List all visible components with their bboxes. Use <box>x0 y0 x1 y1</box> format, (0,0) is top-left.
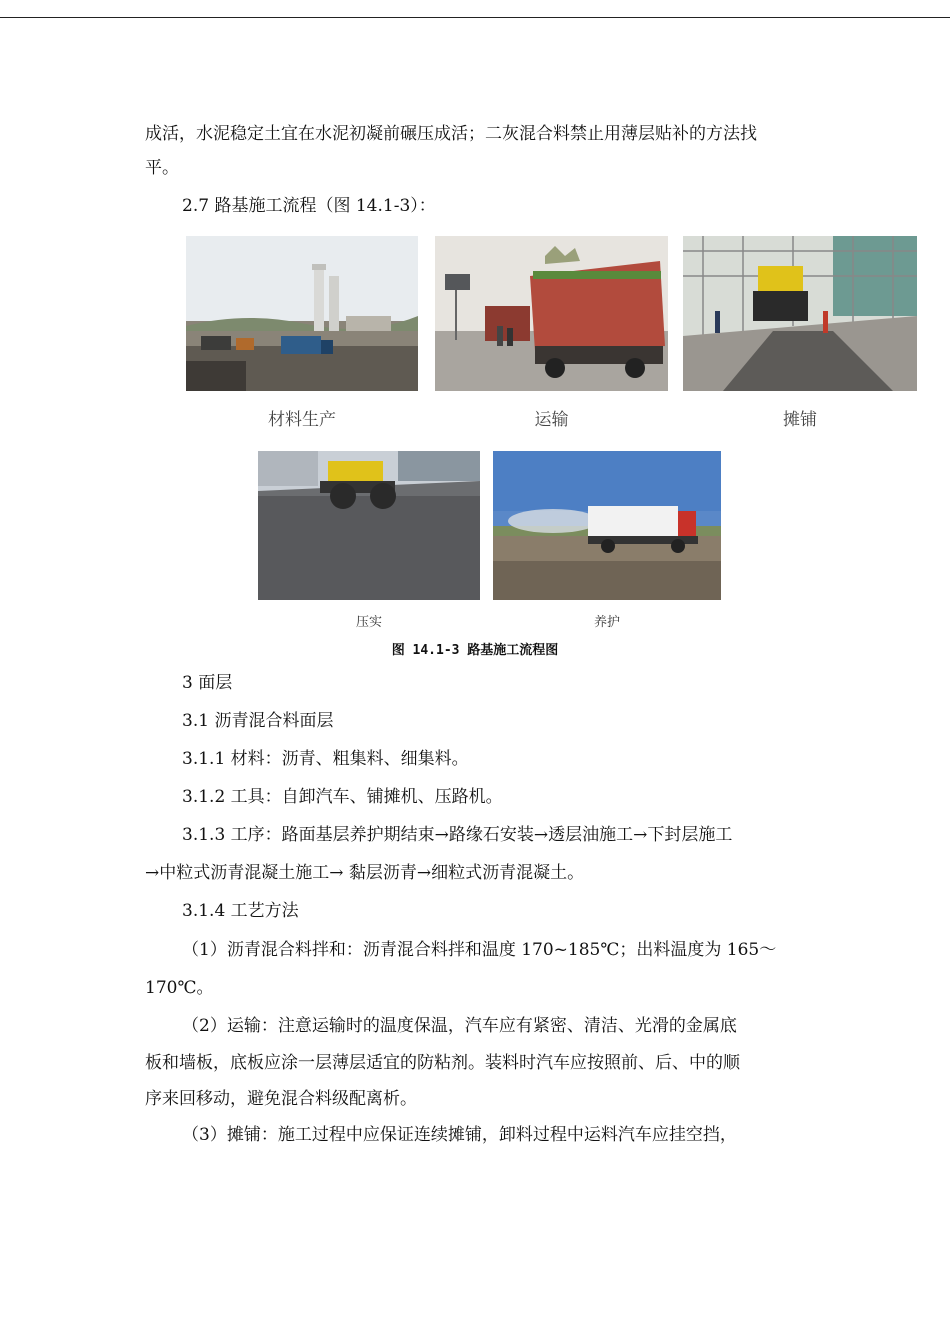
section-heading: 2.7 路基施工流程（图 14.1-3）： <box>182 196 436 216</box>
paragraph-line: 170℃。 <box>145 978 214 998</box>
photo-transport <box>435 236 668 391</box>
paragraph-line: 板和墙板，底板应涂一层薄层适宜的防粘剂。装料时汽车应按照前、后、中的顺 <box>145 1053 740 1073</box>
section-heading: 3.1 沥青混合料面层 <box>182 711 334 731</box>
paragraph-line: 成活，水泥稳定土宜在水泥初凝前碾压成活；二灰混合料禁止用薄层贴补的方法找 <box>145 124 757 144</box>
caption-paving: 摊铺 <box>783 410 817 430</box>
paragraph-line: （3）摊铺：施工过程中应保证连续摊铺，卸料过程中运料汽车应挂空挡， <box>182 1125 737 1145</box>
header-rule <box>0 17 950 18</box>
section-heading: 3 面层 <box>182 673 233 693</box>
paragraph-line: 3.1.1 材料：沥青、粗集料、细集料。 <box>182 749 469 769</box>
figure-title: 图 14.1-3 路基施工流程图 <box>391 643 559 658</box>
paragraph-line: 3.1.2 工具：自卸汽车、铺摊机、压路机。 <box>182 787 503 807</box>
paragraph-line: →中粒式沥青混凝土施工→ 黏层沥青→细粒式沥青混凝土。 <box>145 863 585 883</box>
paragraph-line: 序来回移动，避免混合料级配离析。 <box>145 1089 417 1109</box>
photo-paving <box>683 236 917 391</box>
photo-material-production <box>186 236 418 391</box>
section-heading: 3.1.4 工艺方法 <box>182 901 299 921</box>
caption-curing: 养护 <box>593 615 620 630</box>
photo-curing <box>493 451 721 600</box>
paragraph-line: 3.1.3 工序：路面基层养护期结束→路缘石安装→透层油施工→下封层施工 <box>182 825 733 845</box>
paragraph-line: （1）沥青混合料拌和：沥青混合料拌和温度 170~185℃；出料温度为 165～ <box>182 940 777 960</box>
caption-material-production: 材料生产 <box>268 410 336 430</box>
caption-compaction: 压实 <box>355 615 382 630</box>
photo-compaction <box>258 451 480 600</box>
paragraph-line: （2）运输：注意运输时的温度保温，汽车应有紧密、清洁、光滑的金属底 <box>182 1016 737 1036</box>
caption-transport: 运输 <box>534 410 569 430</box>
paragraph-line: 平。 <box>145 158 179 178</box>
